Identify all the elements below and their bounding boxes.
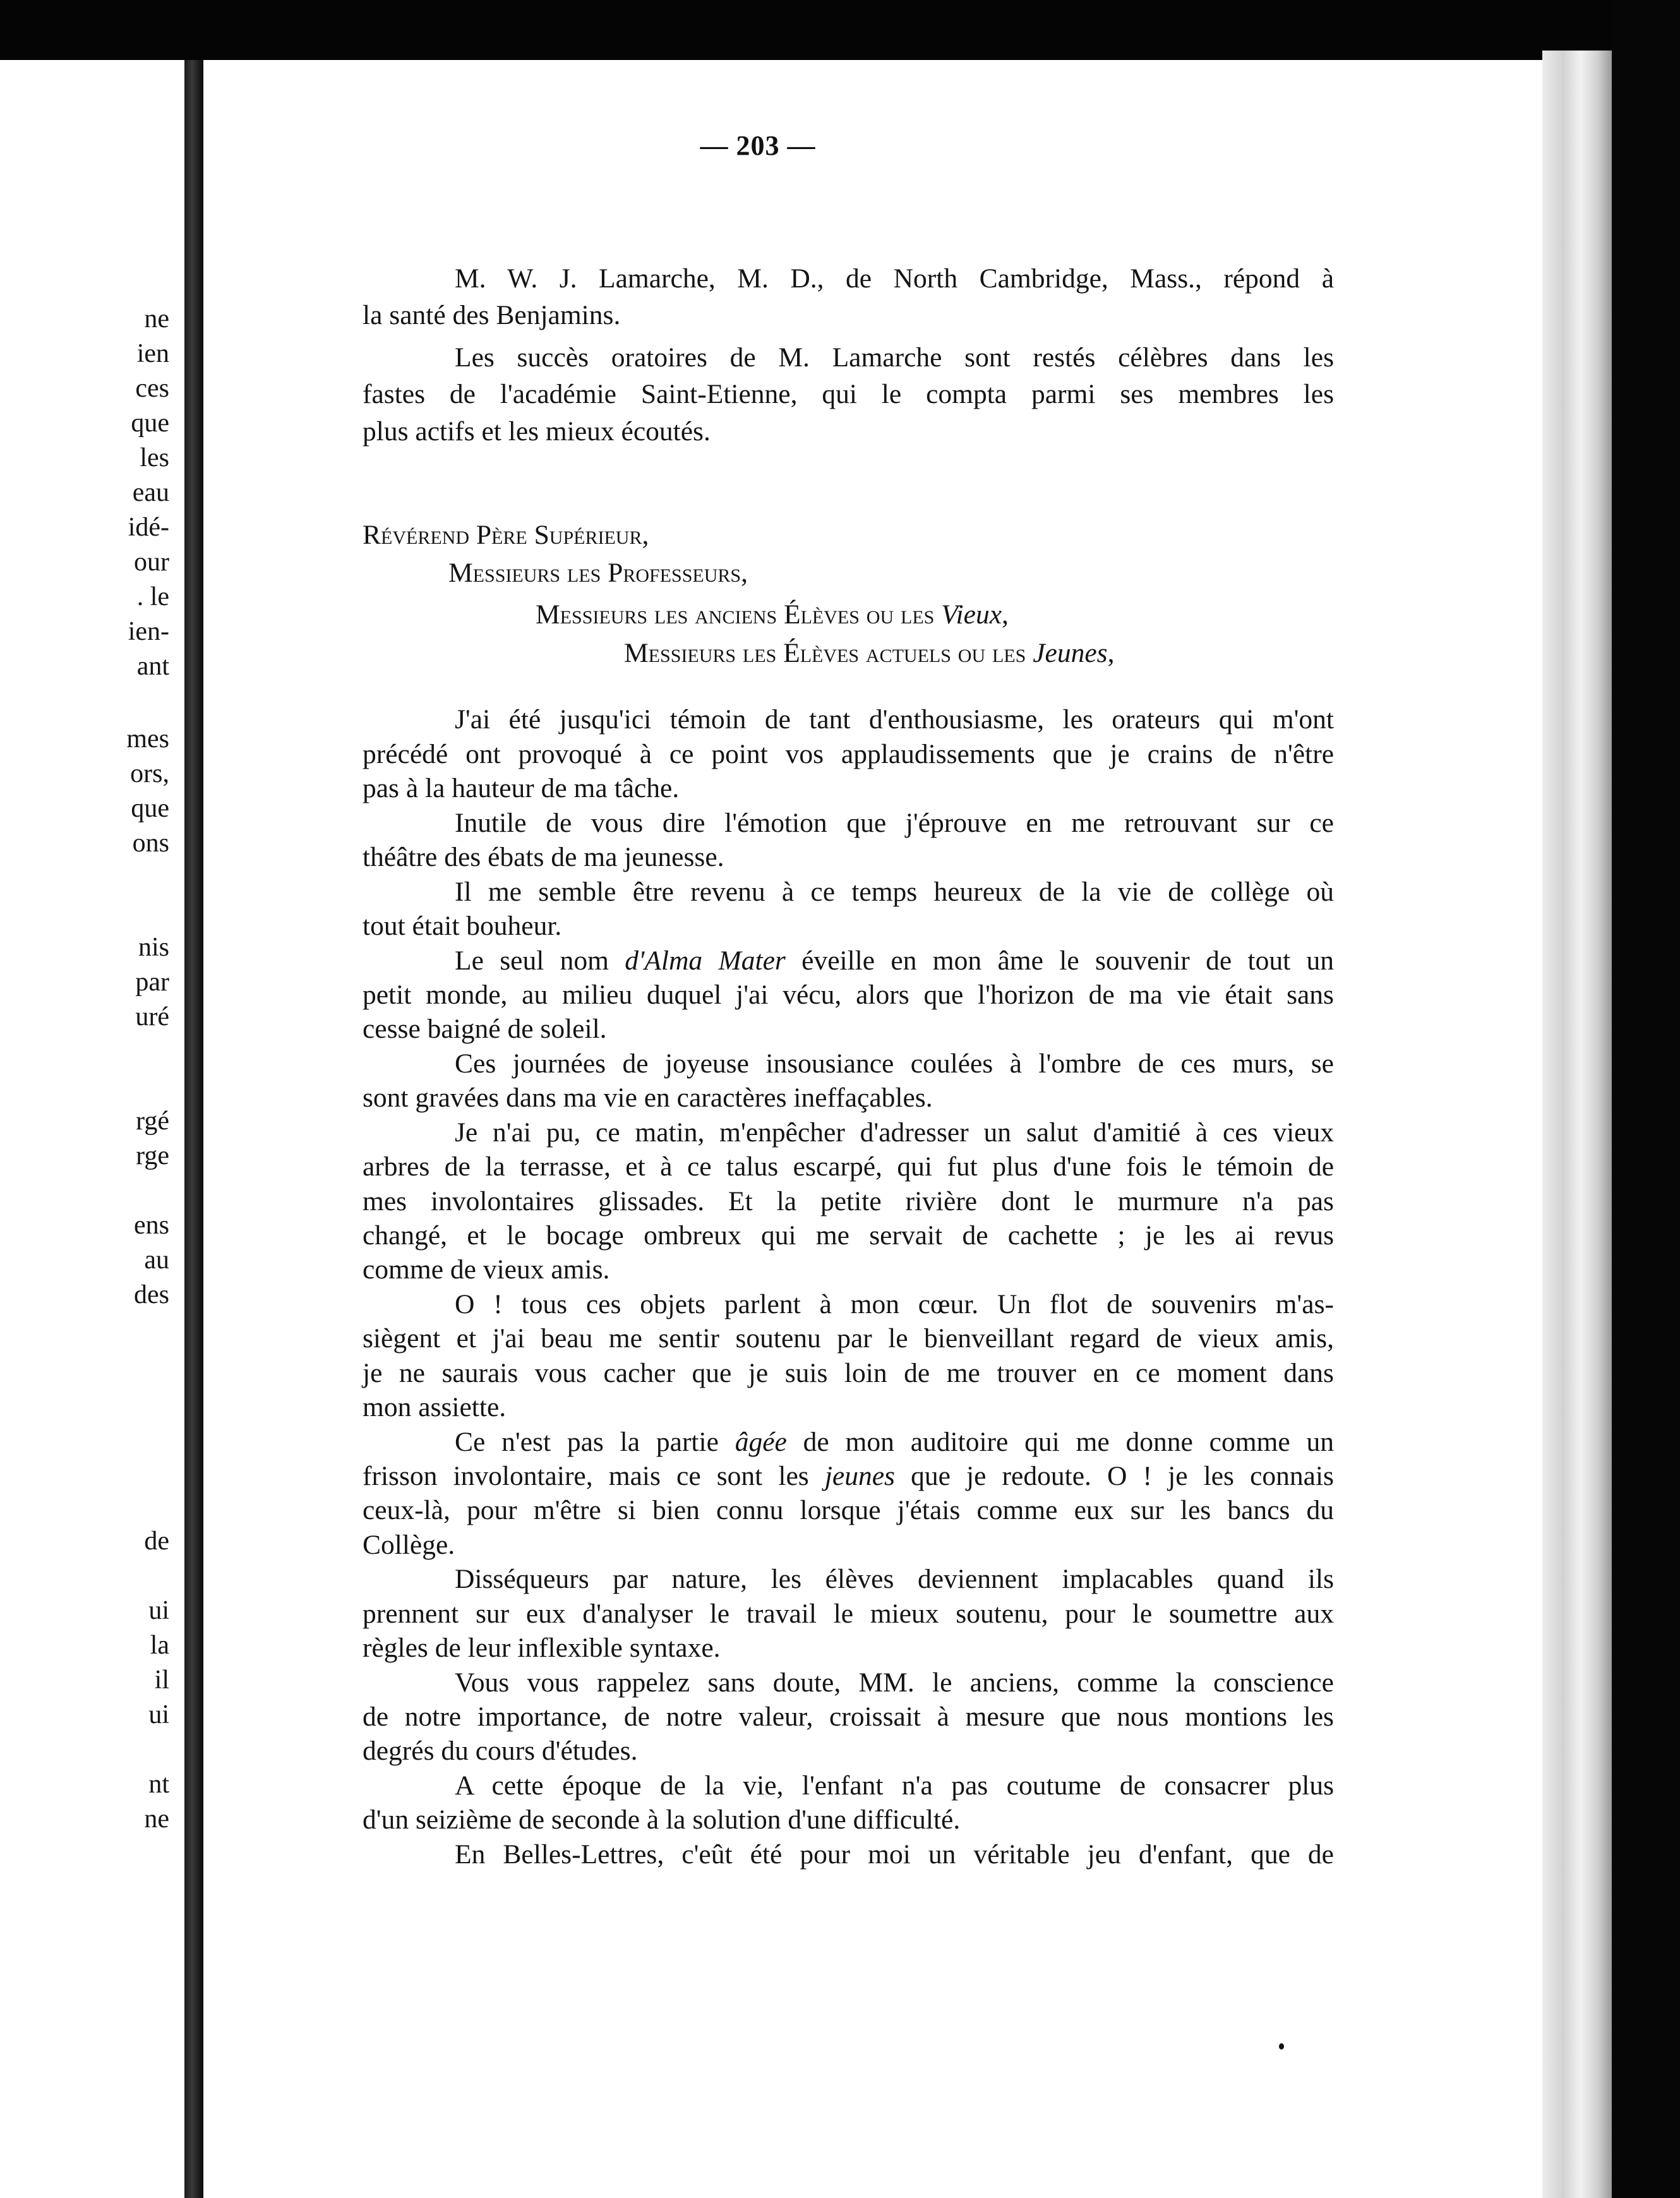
italic-phrase: âgée [735,1427,787,1457]
salutation-text: Révérend Père Supérieur, [363,520,649,550]
salutation-line [624,640,1114,668]
text-run: mon assiette. [363,1392,507,1422]
body-line [363,1188,1334,1216]
facing-page-fragment: ons [132,829,169,858]
salutation-punctuation: , [1107,638,1115,668]
facing-page-fragment: . le [136,582,169,611]
page-number: — 203 — [700,130,816,161]
body-line [363,1394,506,1422]
facing-page-fragment: que [131,794,169,823]
facing-page-fragment: eau [132,478,169,507]
text-run: mes involontaires glissades. Et la petite rivière dont le murmure n'a pas [363,1186,1334,1216]
scan-background [1612,0,1680,2198]
salutation-text: Messieurs les Professeurs, [448,558,748,588]
text-run: pas à la hauteur de ma tâche. [363,773,680,803]
body-line [363,1635,721,1662]
text-run: ceux-là, pour m'être si bien connu lorsque j'étais comme eux sur les bancs du [363,1495,1334,1525]
salutation-italic: Vieux [941,599,1002,630]
text-run: petit monde, au milieu duquel j'ai vécu, alors que l'horizon de ma vie était sans [363,980,1334,1010]
body-line [455,1429,1334,1456]
intro-line: la santé des Benjamins. [363,300,621,330]
text-run: Inutile de vous dire l'émotion que j'éprouve en me retrouvant sur ce [455,808,1334,838]
text-run: éveille en mon âme le souvenir de tout un [785,946,1334,976]
salutation-line [536,601,1009,629]
facing-page-fragment: ces [135,374,169,403]
text-run: Ce n'est pas la partie [455,1427,735,1457]
body-line [455,1291,1334,1319]
salutation-text: Messieurs les Élèves actuels ou les [624,638,1033,668]
text-run: J'ai été jusqu'ici témoin de tant d'enthousiasme, les orateurs qui m'ont [455,704,1334,735]
text-run: A cette époque de la vie, l'enfant n'a pas coutume de consacrer plus [455,1770,1334,1801]
text-run: règles de leur inflexible syntaxe. [363,1633,721,1663]
text-run: Disséqueurs par nature, les élèves deviennent implacables quand ils [455,1564,1334,1594]
facing-page-fragment: ui [148,1596,169,1625]
facing-page-fragment: our [134,548,169,577]
body-line [363,1703,1334,1731]
body-line [363,1463,1334,1491]
body-line [363,982,1334,1009]
facing-page-fragment: rge [136,1141,169,1170]
text-run: En Belles-Lettres, c'eût été pour moi un véritable jeu d'enfant, que de [455,1839,1334,1870]
body-line [455,879,1334,906]
facing-page-fragment: ien [136,339,169,368]
text-run: frisson involontaire, mais ce sont les [363,1461,825,1491]
body-line [363,1325,1334,1353]
facing-page-fragment: ien- [128,617,169,646]
facing-page-fragment: nis [138,933,169,962]
facing-page-fragment: rgé [136,1107,169,1136]
body-line [363,775,679,803]
text-run: changé, et le bocage ombreux qui me servait de cachette ; je les ai revus [363,1220,1334,1251]
text-run: théâtre des ébats de ma jeunesse. [363,842,724,872]
body-line [363,1016,607,1043]
body-line [363,1806,960,1834]
text-run: Vous vous rappelez sans doute, MM. le anciens, comme la conscience [455,1667,1334,1698]
body-line [455,947,1334,975]
body-line [363,1256,609,1284]
facing-page-fragment: ui [148,1700,169,1729]
text-run: comme de vieux amis. [363,1254,610,1285]
body-line [363,1600,1334,1628]
text-run: O ! tous ces objets parlent à mon cœur. Un flot de souvenirs m'as- [455,1289,1334,1319]
body-line [363,913,561,940]
text-run: degrés du cours d'études. [363,1736,638,1766]
intro-line: Les succès oratoires de M. Lamarche sont restés célèbres dans les [455,342,1334,373]
body-line [455,706,1334,734]
body-line [363,1532,455,1559]
body-line [455,1050,1334,1078]
text-run: siègent et j'ai beau me sentir soutenu par le bienveillant regard de vieux amis, [363,1323,1334,1354]
text-run: sont gravées dans ma vie en caractères ineffaçables. [363,1083,933,1113]
text-run: Il me semble être revenu à ce temps heureux de la vie de collège où [455,877,1334,907]
facing-page-fragment: au [144,1246,169,1275]
facing-page-edge [0,60,184,2198]
text-run: arbres de la terrasse, et à ce talus escarpé, qui fut plus d'une fois le témoin de [363,1151,1334,1182]
salutation-line [448,560,748,587]
book-gutter [184,60,203,2198]
facing-page-fragment: idé- [128,513,169,542]
text-run: que je redoute. O ! je les connais [894,1461,1334,1491]
salutation-line [363,522,649,550]
body-line [455,1566,1334,1594]
facing-page-fragment: ors, [130,759,169,788]
italic-phrase: d'Alma Mater [625,946,786,976]
body-line [363,844,724,872]
facing-page-fragment: ens [134,1211,169,1240]
facing-page-fragment: les [140,443,169,472]
facing-page-fragment: par [135,968,169,997]
text-run: d'un seizième de seconde à la solution d'une difficulté. [363,1805,961,1835]
facing-page-fragment: que [131,409,169,438]
intro-line: fastes de l'académie Saint-Etienne, qui le compta parmi ses membres les [363,379,1334,409]
body-line [363,1084,933,1112]
text-run: Collège. [363,1530,455,1560]
text-run: cesse baigné de soleil. [363,1014,607,1044]
ink-speck [1279,2043,1284,2050]
body-line [363,1222,1334,1250]
body-line [363,1497,1334,1525]
body-line [455,1669,1334,1697]
text-run: de notre importance, de notre valeur, croissait à mesure que nous montions les [363,1702,1334,1732]
facing-page-fragment: ne [144,304,169,333]
facing-page-fragment: mes [126,724,169,754]
salutation-text: Messieurs les anciens Élèves ou les [536,599,942,630]
text-run: de mon auditoire qui me donne comme un [786,1427,1334,1457]
body-line [363,1360,1334,1388]
text-run: précédé ont provoqué à ce point vos applaudissements que je crains de n'être [363,739,1334,769]
salutation-punctuation: , [1002,599,1009,630]
text-run: prennent sur eux d'analyser le travail le mieux soutenu, pour le soumettre aux [363,1599,1334,1629]
text-run: Je n'ai pu, ce matin, m'enpêcher d'adresser un salut d'amitié à ces vieux [455,1117,1334,1148]
body-line [455,810,1334,838]
facing-page-fragment: ne [144,1805,169,1834]
text-run: tout était bouheur. [363,911,562,941]
salutation-italic: Jeunes [1033,638,1108,668]
body-line [455,1119,1334,1147]
body-line [455,1772,1334,1800]
facing-page-fragment: ant [136,652,169,681]
facing-page-fragment: des [134,1280,169,1309]
facing-page-fragment: il [154,1666,169,1695]
intro-line: M. W. J. Lamarche, M. D., de North Cambridge, Mass., répond à [455,263,1334,294]
text-run: Ces journées de joyeuse insousiance coulées à l'ombre de ces murs, se [455,1048,1334,1079]
body-line [455,1841,1334,1869]
facing-page-fragment: uré [135,1002,169,1031]
text-run: je ne saurais vous cacher que je suis loin de me trouver en ce moment dans [363,1358,1334,1388]
body-line [363,1738,637,1765]
page-edge-stack [1542,51,1612,2198]
body-line [363,1153,1334,1181]
body-line [363,741,1334,769]
italic-phrase: jeunes [824,1461,895,1491]
facing-page-fragment: la [150,1631,169,1660]
facing-page-fragment: nt [148,1770,169,1799]
text-run: Le seul nom [455,946,625,976]
facing-page-fragment: de [144,1527,169,1556]
intro-line: plus actifs et les mieux écoutés. [363,416,711,447]
